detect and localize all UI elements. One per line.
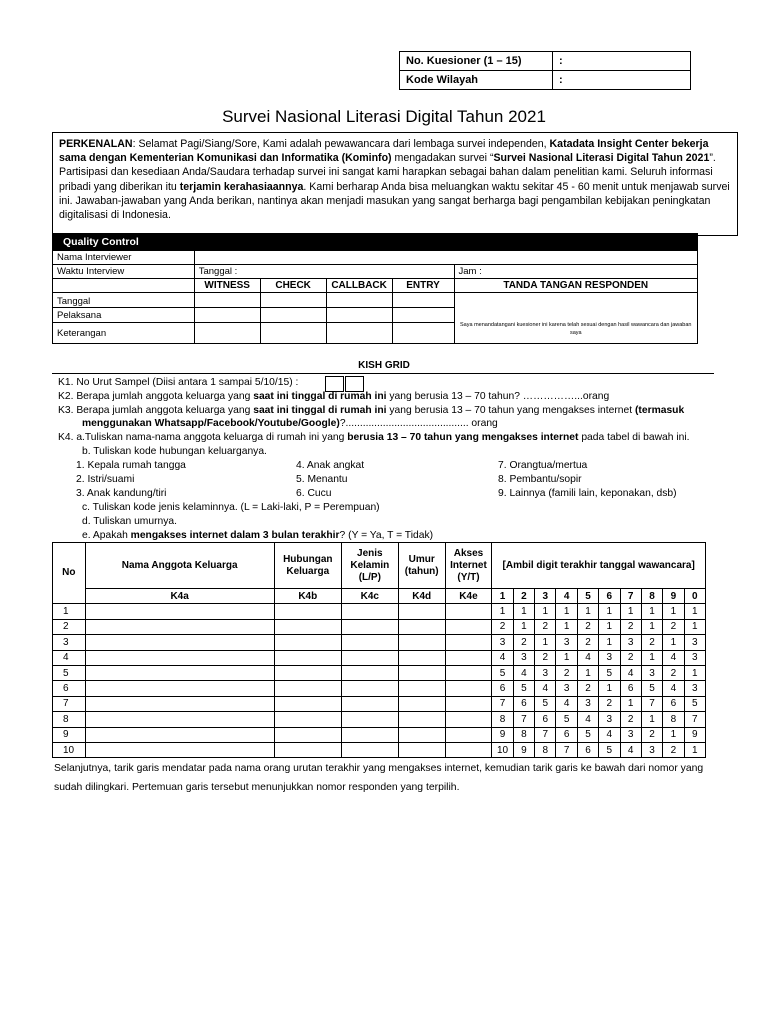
kish-cell: 5: [556, 712, 577, 727]
kish-cell: 6: [513, 696, 534, 711]
qc-cell[interactable]: [260, 293, 326, 308]
table-row: [53, 727, 706, 742]
digit-header: 1: [492, 589, 513, 604]
kish-cell: 1: [641, 604, 662, 619]
kish-cell: 1: [663, 604, 684, 619]
kish-cell: 1: [663, 727, 684, 742]
kish-cell: 2: [492, 619, 513, 634]
kish-cell: 1: [513, 604, 534, 619]
kish-cell: 1: [556, 650, 577, 665]
kish-cell: 2: [535, 650, 556, 665]
k4a-text-end: pada tabel di bawah ini.: [578, 432, 690, 443]
qc-blank-header: [53, 279, 195, 293]
kish-cell: 2: [641, 635, 662, 650]
kish-cell: 9: [513, 742, 534, 757]
kish-cell: 2: [535, 619, 556, 634]
umur-input-cell[interactable]: [398, 712, 445, 727]
kish-cell: 3: [513, 650, 534, 665]
k3-text-end: ?........................................... orang: [339, 418, 498, 429]
akses-input-cell[interactable]: [445, 665, 492, 680]
quality-control-table: [52, 233, 698, 344]
kish-cell: 2: [577, 681, 598, 696]
kish-cell: 5: [684, 696, 705, 711]
kish-cell: 2: [620, 619, 641, 634]
umur-input-cell[interactable]: [398, 681, 445, 696]
column-code: K4c: [341, 589, 398, 604]
kish-cell: 4: [620, 665, 641, 680]
kish-cell: 7: [492, 696, 513, 711]
kish-cell: 3: [556, 681, 577, 696]
question-k1: K1. No Urut Sampel (Diisi antara 1 sampai 5/10/15) :: [58, 377, 299, 388]
intro-text-3: ”. Partisipasi dan kesediaan Anda/Saudara terhadap survei ini sangat kami harapkan sebagai bahan dalam penelitian kami. Seluruh informasi pribadi yang diberikan itu: [59, 152, 716, 193]
column-code: K4e: [445, 589, 492, 604]
intro-heading: PERKENALAN: [59, 138, 133, 150]
k4a-text: K4. a.Tuliskan nama-nama anggota keluarga di rumah ini yang: [58, 432, 348, 443]
kish-cell: 1: [535, 635, 556, 650]
kish-cell: 4: [577, 650, 598, 665]
kish-cell: 1: [641, 650, 662, 665]
column-code: K4d: [398, 589, 445, 604]
code-item: 4. Anak angkat: [296, 460, 365, 471]
code-item: 7. Orangtua/mertua: [498, 460, 588, 471]
kish-cell: 8: [513, 727, 534, 742]
table-row: [53, 696, 706, 711]
column-code: K4b: [274, 589, 341, 604]
akses-input-cell[interactable]: [445, 650, 492, 665]
jenis-kelamin-input-cell[interactable]: [341, 604, 398, 619]
question-k4d: d. Tuliskan umurnya.: [82, 516, 178, 527]
akses-input-cell[interactable]: [445, 727, 492, 742]
umur-input-cell[interactable]: [398, 650, 445, 665]
jenis-kelamin-input-cell[interactable]: [341, 727, 398, 742]
question-k4b: b. Tuliskan kode hubungan keluarganya.: [82, 446, 267, 457]
digit-header: 9: [663, 589, 684, 604]
question-k2: [58, 391, 609, 402]
kish-cell: 2: [599, 696, 620, 711]
kish-cell: 1: [663, 635, 684, 650]
kish-cell: 4: [492, 650, 513, 665]
kish-cell: 8: [535, 742, 556, 757]
kish-cell: 1: [599, 619, 620, 634]
waktu-interview-label: Waktu Interview: [53, 265, 195, 279]
kish-cell: 1: [577, 665, 598, 680]
kish-cell: 2: [663, 742, 684, 757]
intro-text-1: : Selamat Pagi/Siang/Sore, Kami adalah pewawancara dari lembaga survei independen,: [132, 138, 550, 150]
k4e-text: e. Apakah: [82, 530, 131, 541]
row-number: 8: [53, 712, 86, 727]
code-item: 8. Pembantu/sopir: [498, 474, 582, 485]
kish-divider: [52, 373, 714, 374]
digit-header: 2: [513, 589, 534, 604]
qc-cell[interactable]: [326, 323, 392, 344]
umur-input-cell[interactable]: [398, 619, 445, 634]
kish-cell: 5: [577, 727, 598, 742]
qc-cell[interactable]: [194, 293, 260, 308]
qc-row-pelaksana: Pelaksana: [53, 308, 195, 323]
col-entry: ENTRY: [392, 279, 454, 293]
umur-input-cell[interactable]: [398, 635, 445, 650]
table-row: [53, 650, 706, 665]
signature-area[interactable]: [454, 293, 698, 344]
hubungan-input-cell[interactable]: [274, 604, 341, 619]
akses-input-cell[interactable]: [445, 712, 492, 727]
digit-header: 7: [620, 589, 641, 604]
kish-cell: 1: [513, 619, 534, 634]
tanggal-field[interactable]: Tanggal :: [194, 265, 454, 279]
jenis-kelamin-input-cell[interactable]: [341, 650, 398, 665]
col-umur: Umur (tahun): [398, 543, 445, 589]
table-row: [53, 604, 706, 619]
hubungan-input-cell[interactable]: [274, 712, 341, 727]
kish-cell: 6: [492, 681, 513, 696]
kish-cell: 1: [684, 604, 705, 619]
k4e-text-end: ? (Y = Ya, T = Tidak): [339, 530, 434, 541]
kish-cell: 1: [684, 665, 705, 680]
jenis-kelamin-input-cell[interactable]: [341, 619, 398, 634]
table-row: [53, 712, 706, 727]
kish-cell: 4: [663, 650, 684, 665]
kish-cell: 3: [599, 712, 620, 727]
intro-org: Katadata Insight Center bekerja sama dengan Kementerian Komunikasi dan Informatika (Kominfo): [59, 138, 709, 165]
intro-text-2: mengadakan survei “: [391, 152, 494, 165]
kish-cell: 7: [556, 742, 577, 757]
kish-cell: 3: [599, 650, 620, 665]
nama-input-cell[interactable]: [85, 696, 274, 711]
intro-confidential: terjamin kerahasiaannya: [179, 180, 304, 193]
k2-text: K2. Berapa jumlah anggota keluarga yang: [58, 391, 254, 402]
kish-cell: 2: [663, 619, 684, 634]
household-kish-table: [52, 542, 706, 758]
kish-cell: 1: [492, 604, 513, 619]
jam-field[interactable]: Jam :: [454, 265, 698, 279]
kish-cell: 9: [492, 727, 513, 742]
row-number: 3: [53, 635, 86, 650]
nama-input-cell[interactable]: [85, 665, 274, 680]
umur-input-cell[interactable]: [398, 696, 445, 711]
row-number: 10: [53, 742, 86, 757]
digit-header: 4: [556, 589, 577, 604]
kish-cell: 5: [641, 681, 662, 696]
k3-text: K3. Berapa jumlah anggota keluarga yang: [58, 405, 254, 416]
kish-cell: 2: [577, 619, 598, 634]
k1-digit-box-1[interactable]: [325, 376, 344, 392]
kish-cell: 1: [641, 619, 662, 634]
kish-cell: 8: [492, 712, 513, 727]
kuesioner-label: No. Kuesioner (1 – 15): [400, 52, 553, 71]
kish-cell: 7: [641, 696, 662, 711]
kish-cell: 4: [577, 712, 598, 727]
jenis-kelamin-input-cell[interactable]: [341, 681, 398, 696]
kish-cell: 3: [620, 635, 641, 650]
kish-cell: 7: [535, 727, 556, 742]
qc-cell[interactable]: [326, 308, 392, 323]
kish-cell: 10: [492, 742, 513, 757]
kish-cell: 6: [663, 696, 684, 711]
akses-input-cell[interactable]: [445, 619, 492, 634]
qc-row-keterangan: Keterangan: [53, 323, 195, 344]
kish-cell: 2: [663, 665, 684, 680]
digit-header: 5: [577, 589, 598, 604]
row-number: 1: [53, 604, 86, 619]
qc-cell[interactable]: [392, 323, 454, 344]
k1-digit-box-2[interactable]: [345, 376, 364, 392]
kish-cell: 5: [513, 681, 534, 696]
intro-box: [52, 132, 738, 236]
digit-header: 0: [684, 589, 705, 604]
kish-cell: 1: [599, 604, 620, 619]
kish-cell: 3: [535, 665, 556, 680]
nama-input-cell[interactable]: [85, 727, 274, 742]
k2-emphasis: saat ini tinggal di rumah ini: [253, 391, 387, 402]
nama-input-cell[interactable]: [85, 712, 274, 727]
kish-cell: 6: [577, 742, 598, 757]
jenis-kelamin-input-cell[interactable]: [341, 742, 398, 757]
question-k4a: [58, 432, 690, 443]
kish-instruction-footer: Selanjutnya, tarik garis mendatar pada nama orang urutan terakhir yang mengakses internet, kemudian tarik garis ke bawah dari nomor yang sudah dilingkari. Pertemuan garis tersebut menunjukkan nomor responden yang terpilih.: [54, 763, 704, 793]
row-number: 9: [53, 727, 86, 742]
kish-cell: 2: [513, 635, 534, 650]
kish-cell: 4: [663, 681, 684, 696]
col-check: CHECK: [260, 279, 326, 293]
hubungan-input-cell[interactable]: [274, 696, 341, 711]
page-title: Survei Nasional Literasi Digital Tahun 2021: [222, 107, 546, 126]
kish-grid-title: KISH GRID: [358, 360, 410, 371]
kish-cell: 7: [513, 712, 534, 727]
table-row: [53, 742, 706, 757]
k3-emphasis-3: menggunakan Whatsapp/Facebook/Youtube/Google): [82, 418, 340, 429]
row-number: 7: [53, 696, 86, 711]
hubungan-input-cell[interactable]: [274, 742, 341, 757]
hubungan-input-cell[interactable]: [274, 665, 341, 680]
k3-emphasis: saat ini tinggal di rumah ini: [253, 405, 387, 416]
col-no: No: [53, 543, 86, 604]
kish-cell: 9: [684, 727, 705, 742]
kish-cell: 2: [620, 712, 641, 727]
hubungan-input-cell[interactable]: [274, 650, 341, 665]
qc-cell[interactable]: [392, 308, 454, 323]
kish-cell: 1: [620, 604, 641, 619]
umur-input-cell[interactable]: [398, 727, 445, 742]
kish-cell: 3: [620, 727, 641, 742]
jenis-kelamin-input-cell[interactable]: [341, 696, 398, 711]
row-number: 4: [53, 650, 86, 665]
wilayah-field[interactable]: :: [553, 71, 691, 90]
kish-cell: 1: [599, 635, 620, 650]
kish-cell: 1: [577, 604, 598, 619]
kish-cell: 3: [684, 681, 705, 696]
kish-cell: 1: [684, 619, 705, 634]
kish-cell: 3: [577, 696, 598, 711]
hubungan-input-cell[interactable]: [274, 727, 341, 742]
kish-cell: 3: [492, 635, 513, 650]
kish-cell: 6: [556, 727, 577, 742]
jenis-kelamin-input-cell[interactable]: [341, 665, 398, 680]
hubungan-input-cell[interactable]: [274, 635, 341, 650]
umur-input-cell[interactable]: [398, 604, 445, 619]
kish-cell: 1: [556, 604, 577, 619]
kish-cell: 1: [535, 604, 556, 619]
kish-cell: 6: [620, 681, 641, 696]
kish-cell: 2: [620, 650, 641, 665]
kish-cell: 2: [641, 727, 662, 742]
nama-input-cell[interactable]: [85, 635, 274, 650]
kish-cell: 5: [599, 742, 620, 757]
akses-input-cell[interactable]: [445, 696, 492, 711]
kish-cell: 4: [556, 696, 577, 711]
nama-input-cell[interactable]: [85, 742, 274, 757]
question-k4c: c. Tuliskan kode jenis kelaminnya. (L = Laki-laki, P = Perempuan): [82, 502, 380, 513]
col-jenis-kelamin: Jenis Kelamin (L/P): [341, 543, 398, 589]
jenis-kelamin-input-cell[interactable]: [341, 635, 398, 650]
kish-cell: 7: [684, 712, 705, 727]
akses-input-cell[interactable]: [445, 635, 492, 650]
question-k3: [58, 405, 684, 416]
table-row: [53, 619, 706, 634]
kish-cell: 4: [535, 681, 556, 696]
qc-cell[interactable]: [392, 293, 454, 308]
kish-cell: 2: [556, 665, 577, 680]
umur-input-cell[interactable]: [398, 665, 445, 680]
question-k4e: [82, 530, 433, 541]
table-row: [53, 665, 706, 680]
code-item: 6. Cucu: [296, 488, 332, 499]
akses-input-cell[interactable]: [445, 681, 492, 696]
k4e-emphasis: mengakses internet dalam 3 bulan terakhir: [130, 530, 340, 541]
kish-cell: 1: [620, 696, 641, 711]
kish-cell: 1: [684, 742, 705, 757]
kish-cell: 6: [535, 712, 556, 727]
k4a-emphasis: berusia 13 – 70 tahun yang mengakses internet: [347, 432, 579, 443]
akses-input-cell[interactable]: [445, 604, 492, 619]
kish-cell: 3: [684, 635, 705, 650]
wilayah-label: Kode Wilayah: [400, 71, 553, 90]
col-digit-header: [Ambil digit terakhir tanggal wawancara]: [492, 543, 706, 589]
kish-cell: 3: [556, 635, 577, 650]
column-code: K4a: [85, 589, 274, 604]
digit-header: 3: [535, 589, 556, 604]
kish-cell: 4: [599, 727, 620, 742]
hubungan-input-cell[interactable]: [274, 619, 341, 634]
digit-header: 8: [641, 589, 662, 604]
kish-cell: 5: [535, 696, 556, 711]
question-k3-cont: [82, 418, 498, 429]
qc-cell[interactable]: [326, 293, 392, 308]
qc-cell[interactable]: [260, 308, 326, 323]
k3-text-mid: yang berusia 13 – 70 tahun yang mengakses internet: [386, 405, 635, 416]
intro-text-4: . Kami berharap Anda bisa meluangkan waktu sekitar 45 - 60 menit untuk menjawab survei ini. Jawaban-jawaban yang Anda berikan, nantinya akan menjadi masukan yang sangat berharga bagi pengambilan kebijakan peningkatan digitalisasi di Indonesia.: [59, 180, 730, 222]
row-number: 2: [53, 619, 86, 634]
code-item: 1. Kepala rumah tangga: [76, 460, 186, 471]
umur-input-cell[interactable]: [398, 742, 445, 757]
kish-cell: 8: [663, 712, 684, 727]
kuesioner-field[interactable]: :: [553, 52, 691, 71]
qc-cell[interactable]: [260, 323, 326, 344]
kish-cell: 1: [556, 619, 577, 634]
col-akses-internet: Akses Internet (Y/T): [445, 543, 492, 589]
code-item: 2. Istri/suami: [76, 474, 135, 485]
row-number: 6: [53, 681, 86, 696]
nama-interviewer-label: Nama Interviewer: [53, 251, 195, 265]
jenis-kelamin-input-cell[interactable]: [341, 712, 398, 727]
nama-input-cell[interactable]: [85, 650, 274, 665]
kish-cell: 5: [492, 665, 513, 680]
kish-cell: 4: [620, 742, 641, 757]
nama-input-cell[interactable]: [85, 604, 274, 619]
akses-input-cell[interactable]: [445, 742, 492, 757]
k3-emphasis-2: (termasuk: [634, 405, 685, 416]
col-nama: Nama Anggota Keluarga: [85, 543, 274, 589]
kish-cell: 3: [641, 742, 662, 757]
code-item: 3. Anak kandung/tiri: [76, 488, 167, 499]
code-item: 9. Lainnya (famili lain, keponakan, dsb): [498, 488, 677, 499]
kish-cell: 2: [577, 635, 598, 650]
kish-cell: 1: [641, 712, 662, 727]
nama-input-cell[interactable]: [85, 681, 274, 696]
table-row: [53, 635, 706, 650]
nama-interviewer-field[interactable]: [194, 251, 697, 265]
qc-row-tanggal: Tanggal: [53, 293, 195, 308]
code-item: 5. Menantu: [296, 474, 348, 485]
row-number: 5: [53, 665, 86, 680]
table-row: [53, 681, 706, 696]
intro-survey-name: Survei Nasional Literasi Digital Tahun 2021: [493, 152, 710, 165]
col-witness: WITNESS: [194, 279, 260, 293]
hubungan-input-cell[interactable]: [274, 681, 341, 696]
qc-cell[interactable]: [194, 323, 260, 344]
qc-cell[interactable]: [194, 308, 260, 323]
quality-control-header: Quality Control: [53, 234, 698, 251]
kish-cell: 5: [599, 665, 620, 680]
kish-cell: 3: [641, 665, 662, 680]
kish-cell: 3: [684, 650, 705, 665]
kish-cell: 1: [599, 681, 620, 696]
col-tanda-tangan: TANDA TANGAN RESPONDEN: [454, 279, 698, 293]
kish-cell: 4: [513, 665, 534, 680]
nama-input-cell[interactable]: [85, 619, 274, 634]
col-hubungan: Hubungan Keluarga: [274, 543, 341, 589]
questionnaire-meta-box: [399, 51, 691, 90]
signature-note: Saya menandatangani kuesioner ini karena telah sesuai dengan hasil wawancara dan jawaban saya: [460, 322, 692, 336]
col-callback: CALLBACK: [326, 279, 392, 293]
digit-header: 6: [599, 589, 620, 604]
k2-text-end: yang berusia 13 – 70 tahun? ……………...orang: [386, 391, 610, 402]
